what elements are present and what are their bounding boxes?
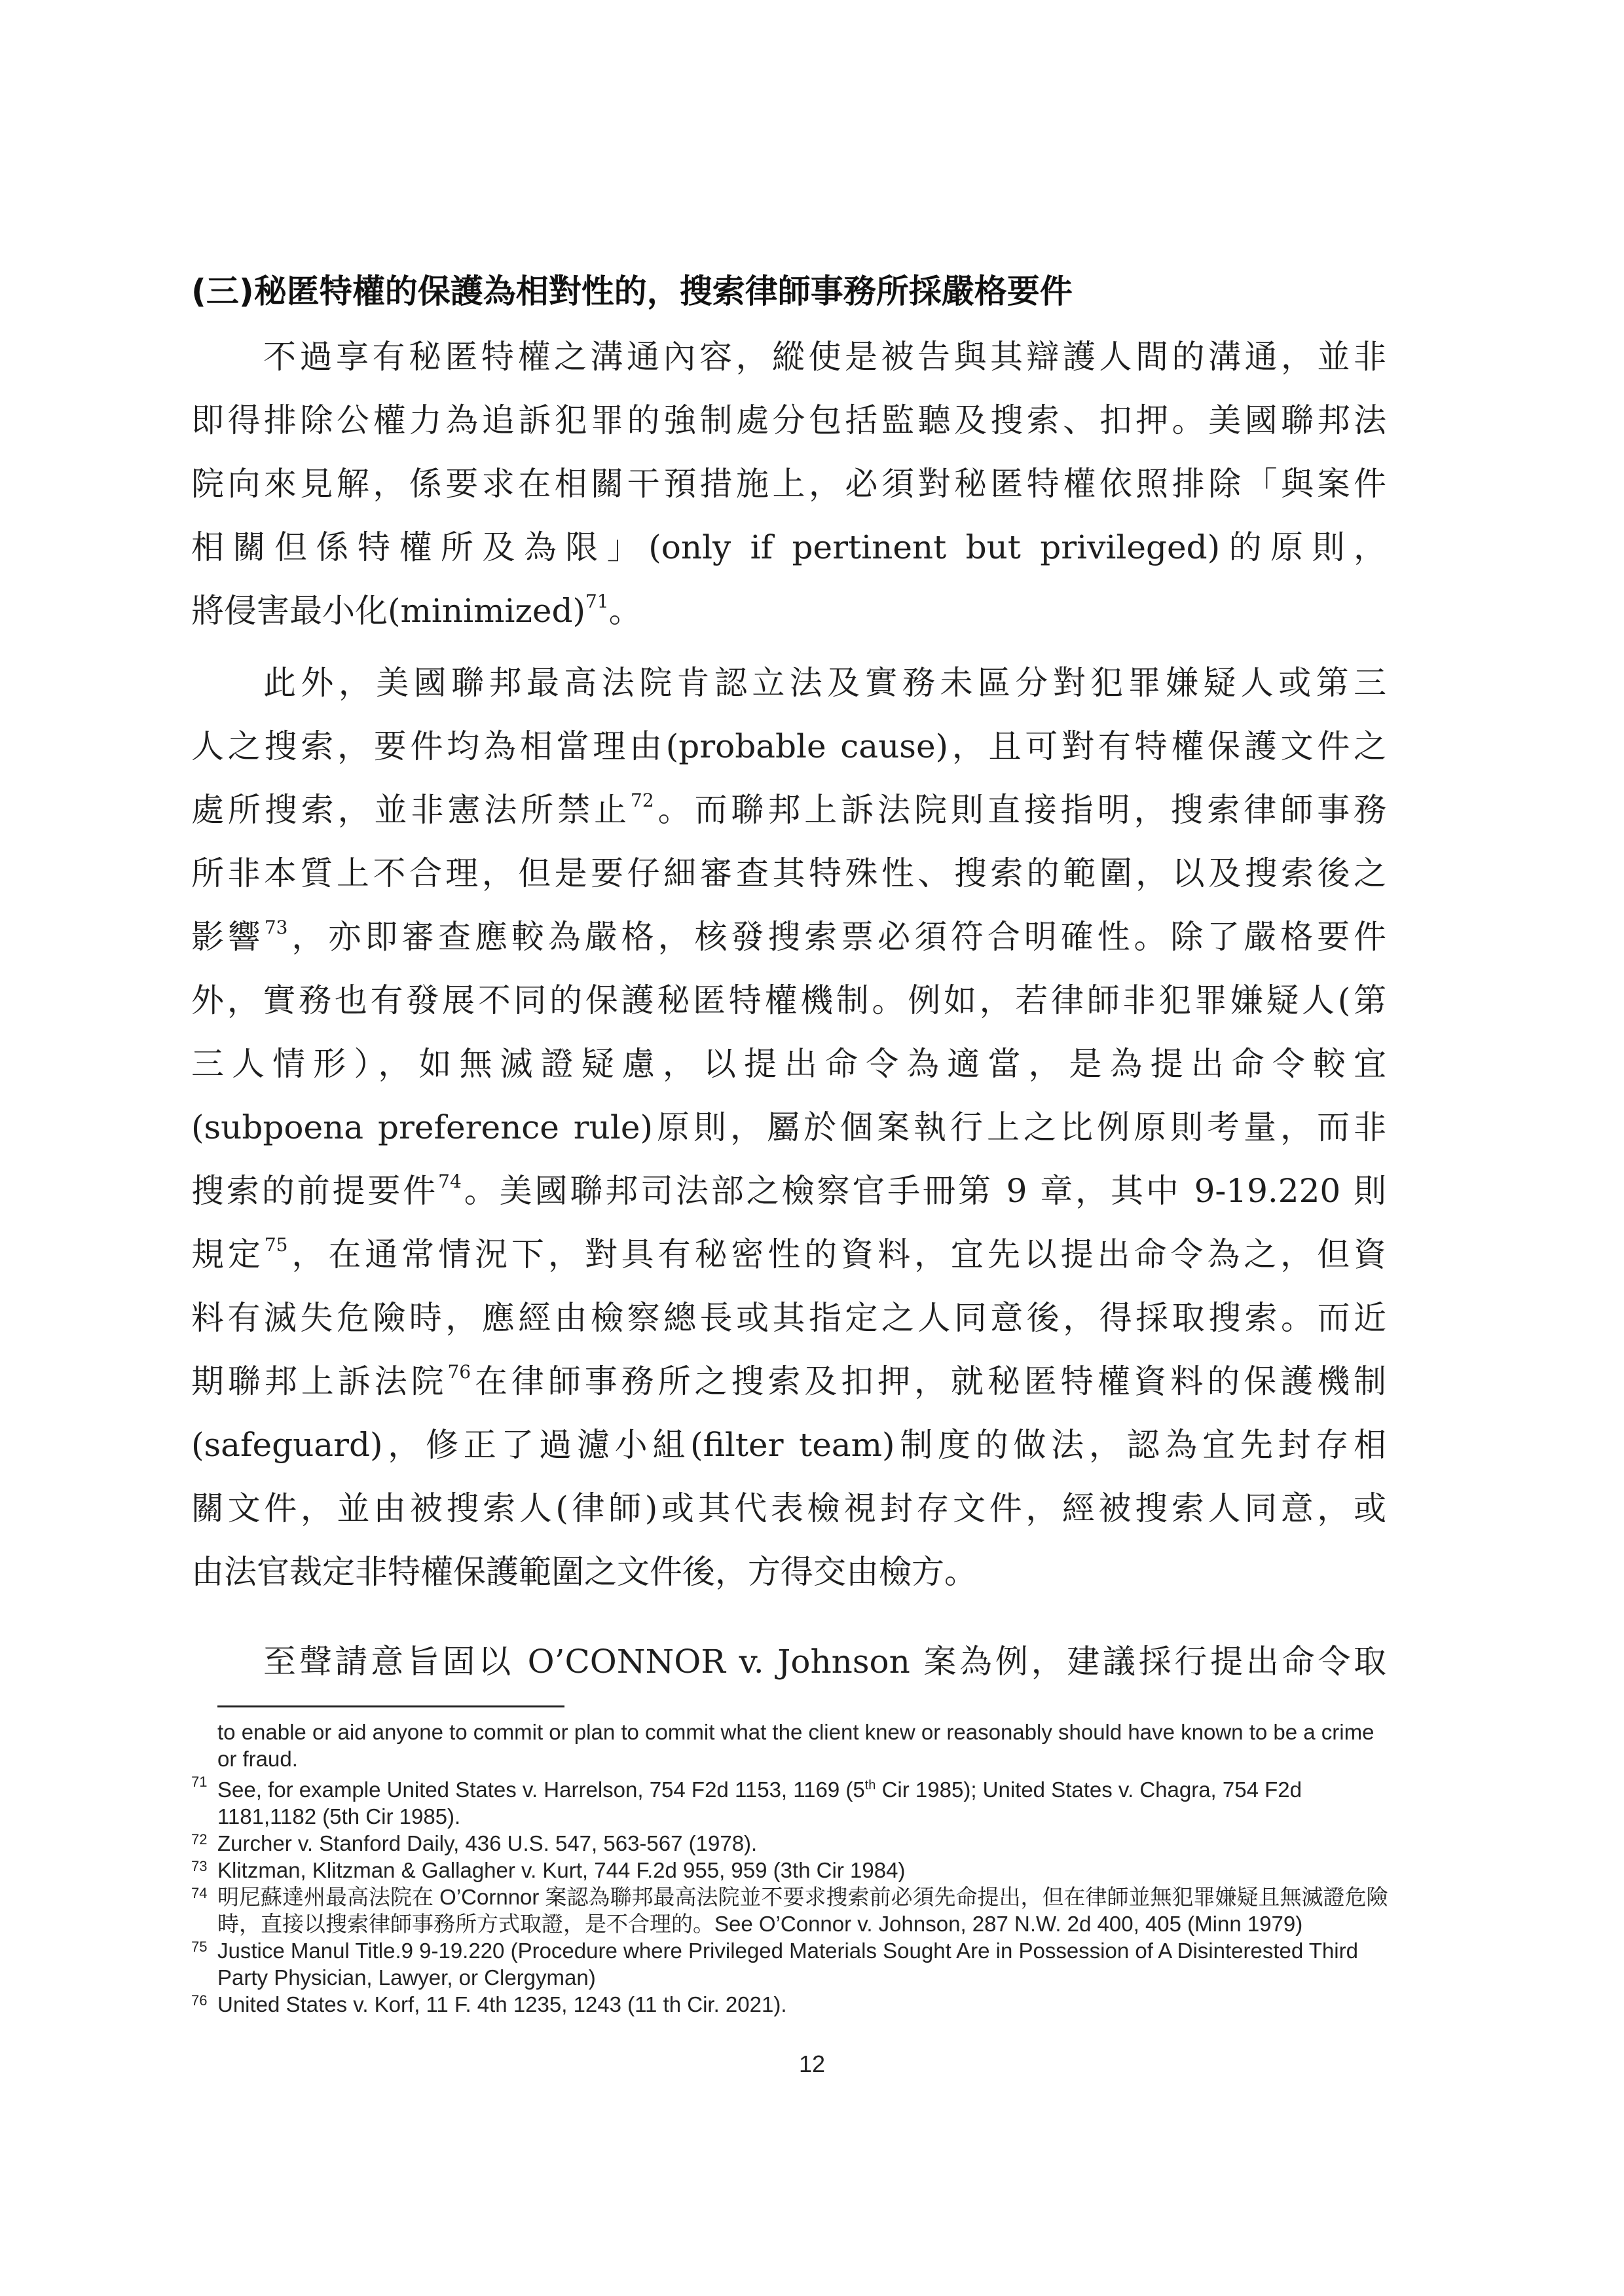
paragraph-line: 由法官裁定非特權保護範圍之文件後，方得交由檢方。 <box>191 1553 977 1591</box>
paragraph-line: 外，實務也有發展不同的保護秘匿特權機制。例如，若律師非犯罪嫌疑人(第 <box>191 981 1386 1019</box>
footnote-75 <box>191 1937 1390 1991</box>
line-text: ，在通常情況下，對具有秘密性的資料，宜先以提出命令為之，但資 <box>287 1235 1387 1273</box>
footnote-ref-75[interactable]: 75 <box>264 1234 288 1256</box>
paragraph-line: (safeguard)，修正了過濾小組(filter team)制度的做法，認為宜先封存相 <box>191 1426 1386 1464</box>
footnote-76 <box>191 1991 1390 2018</box>
footnote-number: 76 <box>191 1992 208 2009</box>
footnote-71 <box>191 1772 1390 1830</box>
paragraph-line: 三人情形），如無滅證疑慮，以提出命令為適當，是為提出命令較宜 <box>191 1045 1386 1083</box>
paragraph-1 <box>191 325 1386 643</box>
footnote-text: 明尼蘇達州最高法院在 O’Cornnor 案認為聯邦最高法院並不要求搜索前必須先命提出，但在律師並無犯罪嫌疑且無滅證危險時，直接以搜索律師事務所方式取證，是不合理的。See O’Connor v. Johnson, 287 N.W. 2d 400, 405 (Minn 1979) <box>217 1885 1388 1936</box>
footnote-number: 73 <box>191 1858 208 1874</box>
footnote-sup: th <box>864 1778 876 1793</box>
section-heading: (三)秘匿特權的保護為相對性的，搜索律師事務所採嚴格要件 <box>191 272 1073 310</box>
line-text: 處所搜索，並非憲法所禁止 <box>191 791 631 829</box>
footnote-ref-71[interactable]: 71 <box>585 591 609 612</box>
paragraph-line <box>191 579 1386 643</box>
line-text: 在律師事務所之搜索及扣押，就秘匿特權資料的保護機制 <box>471 1362 1387 1400</box>
footnote-number: 74 <box>191 1885 208 1901</box>
line-text: 將侵害最小化(minimized) <box>191 592 585 630</box>
footnote-number: 72 <box>191 1831 208 1848</box>
paragraph-3 <box>191 1630 1386 1694</box>
paragraph-line <box>191 905 1386 969</box>
footnote-text: Klitzman, Klitzman & Gallagher v. Kurt, 744 F.2d 955, 959 (3th Cir 1984) <box>217 1858 906 1882</box>
paragraph-line <box>191 1223 1386 1286</box>
paragraph-line: 院向來見解，係要求在相關干預措施上，必須對秘匿特權依照排除「與案件 <box>191 465 1386 503</box>
paragraph-line: 此外，美國聯邦最高法院肯認立法及實務未區分對犯罪嫌疑人或第三 <box>263 664 1386 702</box>
paragraph-line: 不過享有秘匿特權之溝通內容，縱使是被告與其辯護人間的溝通，並非 <box>263 338 1386 376</box>
paragraph-line: 所非本質上不合理，但是要仔細審查其特殊性、搜索的範圍，以及搜索後之 <box>191 854 1386 892</box>
paragraph-line <box>191 1350 1386 1413</box>
paragraph-line: 人之搜索，要件均為相當理由(probable cause)，且可對有特權保護文件之 <box>191 727 1386 765</box>
page-number: 12 <box>798 2050 826 2077</box>
footnote-ref-76[interactable]: 76 <box>447 1361 471 1383</box>
footnote-ref-73[interactable]: 73 <box>264 917 288 938</box>
paragraph-line: 即得排除公權力為追訴犯罪的強制處分包括監聽及搜索、扣押。美國聯邦法 <box>191 401 1386 439</box>
footnote-number: 75 <box>191 1939 208 1955</box>
footnotes <box>191 1719 1390 2018</box>
line-text: 。而聯邦上訴法院則直接指明，搜索律師事務 <box>654 791 1387 829</box>
footnote-text: Cir 1985); United States v. Chagra, 754 F2d 1181,1182 (5th Cir 1985). <box>217 1777 1302 1829</box>
line-text: 。美國聯邦司法部之檢察官手冊第 9 章，其中 9-19.220 則 <box>461 1172 1386 1210</box>
paragraph-line <box>191 1159 1386 1223</box>
footnote-text: See, for example United States v. Harrelson, 754 F2d 1153, 1169 (5 <box>217 1777 865 1802</box>
paragraph-2 <box>191 651 1386 1604</box>
line-text: 。 <box>608 592 642 630</box>
paragraph-line: 關文件，並由被搜索人(律師)或其代表檢視封存文件，經被搜索人同意，或 <box>191 1489 1386 1527</box>
footnote-74 <box>191 1884 1390 1937</box>
line-text: 影響 <box>191 918 265 956</box>
footnote-number: 71 <box>191 1774 208 1790</box>
line-text: ，亦即審查應較為嚴格，核發搜索票必須符合明確性。除了嚴格要件 <box>287 918 1387 956</box>
paragraph-line <box>191 778 1386 842</box>
paragraph-line: (subpoena preference rule)原則，屬於個案執行上之比例原則考量，而非 <box>191 1108 1386 1146</box>
footnote-continuation: to enable or aid anyone to commit or plan to commit what the client knew or reasonably should have known to be a crime or fraud. <box>217 1720 1375 1771</box>
paragraph-line: 相關但係特權所及為限」(only if pertinent but privileged)的原則， <box>191 528 1386 566</box>
footnote-divider <box>217 1705 564 1707</box>
line-text: 規定 <box>191 1235 265 1273</box>
footnote-text: Zurcher v. Stanford Daily, 436 U.S. 547, 563-567 (1978). <box>217 1831 758 1855</box>
line-text: 期聯邦上訴法院 <box>191 1362 448 1400</box>
paragraph-line: 料有滅失危險時，應經由檢察總長或其指定之人同意後，得採取搜索。而近 <box>191 1299 1386 1337</box>
footnote-73 <box>191 1857 1390 1884</box>
footnote-ref-74[interactable]: 74 <box>438 1171 462 1192</box>
footnote-text: United States v. Korf, 11 F. 4th 1235, 1243 (11 th Cir. 2021). <box>217 1992 787 2016</box>
footnote-ref-72[interactable]: 72 <box>631 790 654 811</box>
paragraph-line: 至聲請意旨固以 O’CONNOR v. Johnson 案為例，建議採行提出命令取 <box>263 1643 1386 1681</box>
line-text: 搜索的前提要件 <box>191 1172 439 1210</box>
footnote-text: Justice Manul Title.9 9-19.220 (Procedure where Privileged Materials Sought Are in Possession of A Disinterested Third Party Physician, Lawyer, or Clergyman) <box>217 1939 1358 1990</box>
footnote-72 <box>191 1830 1390 1857</box>
